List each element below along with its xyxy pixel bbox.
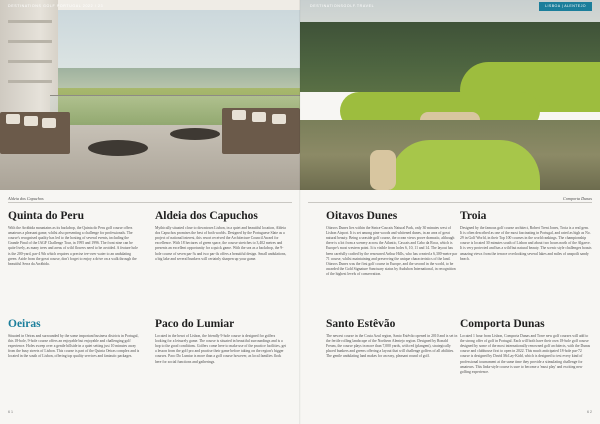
- spread-gutter: [299, 0, 301, 424]
- photo-terrace-lounge: [0, 0, 300, 190]
- section-comporta-dunas: [460, 318, 592, 375]
- magazine-title: DESTINATIONS GOLF PORTUGAL 2022 / 23: [8, 4, 104, 8]
- section-aldeia-dos-capuchos: [155, 210, 287, 262]
- heading-aldeia-dos-capuchos: Aldeia dos Capuchos: [155, 210, 258, 222]
- heading-quinta-do-peru: Quinta do Peru: [8, 210, 85, 222]
- section-paco-do-lumiar: [155, 318, 287, 365]
- right-page: [300, 0, 600, 424]
- heading-paco-do-lumiar: Paco do Lumiar: [155, 318, 235, 330]
- heading-oitavos-dunes: Oitavos Dunes: [326, 210, 398, 222]
- heading-troia: Troia: [460, 210, 487, 222]
- body-paco-do-lumiar: Located in the heart of Lisbon, the friendly 9-hole course is designed for golfers looking for a leisurely game. The course is situated in beautiful surroundings and is a hop to the good conditions. Golfers come here to make use of the practice facilities, get a lesson from the golf pro and practise their game before taking on the region's bigger courses. Paco Do Lumiar is more than a golf course however, as local families flock here for social functions and gatherings.: [155, 334, 287, 364]
- body-comporta-dunas: Located 1 hour from Lisbon, Comporta Dunas and Torre new golf courses will add to the strong offer of golf in Portugal. Each will both have their own 18-hole golf course designed by some of the most internationally renowned golf architects, with the Dunas course and clubhouse first to open in 2022. This much anticipated 18-hole par-72 course is designed by David McLay-Kidd, which is designed to test every kind of professional tournament at the same time they provide a stimulating challenge for amateurs. This links-style course is sure to become a 'must play' and exciting new golfing experience.: [460, 334, 591, 374]
- body-troia: Designed by the famous golf course architect, Robert Trent Jones, Troia is a real gem. It is often described as one of the most fascinating in Portugal, and rated as high as No. 29 in Golf World, in their Top 100 courses in the world rankings. The championship course is located 30 minutes south of Lisbon and about two hours north of the Algarve. It is very protected and has a wild but natural beauty. The scenic style challenges boasts amazing views from the terrace overlooking several lakes and miles of unspoilt sandy beach.: [460, 226, 592, 261]
- left-header: [0, 0, 300, 14]
- right-header: [300, 0, 600, 14]
- heading-comporta-dunas: Comporta Dunas: [460, 318, 545, 330]
- section-oeiras: [8, 318, 140, 360]
- page-number-left: 6 1: [8, 410, 13, 414]
- section-santo-estevao: [326, 318, 458, 360]
- divider-left: [8, 202, 292, 203]
- photo-caption-right: Comporta Dunas: [563, 196, 592, 201]
- photo-golf-course-dunes: [300, 0, 600, 190]
- region-tag: LISBOA | ALENTEJO: [539, 2, 592, 11]
- section-oitavos-dunes: [326, 210, 458, 277]
- heading-oeiras: Oeiras: [8, 318, 41, 330]
- body-santo-estevao: The newest course in the Costa Azul region, Santo Estêvão opened in 2010 and is set in the fertile rolling landscape of the Northern Alentejo region. Designed by Ronald Fream, the course plays in more than 7,000 yards, with red (plangent), strategically placed bunkers and greens offering a layout that will challenge golfers of all abilities. The gentle undulating land makes for an easy, pleasant round of golf.: [326, 334, 458, 359]
- body-oeiras: Situated in Oeiras and surrounded by the some important business districts in Portugal, this 18-hole, 9-hole course offers an enjoyable but enjoyable and challenging golf experience. Holes sweep over a gentle hillside in a quiet setting just 10 minutes away from the busy streets of Lisbon. This course is part of the Quinta Oeiras complex and is located in the south of Lisbon, offering top quality services and fantastic packages.: [8, 334, 140, 359]
- section-quinta-do-peru: [8, 210, 140, 267]
- page-number-right: 6 2: [587, 410, 592, 414]
- heading-santo-estevao: Santo Estêvão: [326, 318, 396, 330]
- body-aldeia-dos-capuchos: Mythically situated close to downtown Lisbon, in a quiet and beautiful location, Aldeia dos Capuchos promises the best of both worlds. Designed by the Portuguese Slate as a project of national interest, this resort received the Architecture Council Award for excellence. With 18 hectares of green space, the course stretches to 3,402 metres and presents an excellent opportunity for a quick game. With the sea as a backdrop, the 9-hole course of seven par-3s and two par-4s offers a beautiful design. Small undulations, a big lake and several bunkers will certainly sharpen up your game.: [155, 226, 287, 261]
- section-troia: [460, 210, 592, 262]
- body-quinta-do-peru: With the Arrábida mountains as its backdrop, the Quinta do Peru golf course offers amateurs a pleasant game, whilst also presenting a challenge for professionals. The course's recognised quality has led to the hosting of several events, including the Grande Final of the IAGF Challenge Tour, in 1995 and 1996. The front nine can be quite lively, as many trees and areas of wild flowers need to be avoided. A feature hole is the 200-yard, par-4 9th which requires a precise tee-over water to an undulating green. Aside from the great course, don't forget to enjoy a drive on a walk through the beautiful Serra da Arrábida.: [8, 226, 138, 266]
- photo-caption-left: Aldeia dos Capuchos: [8, 196, 44, 201]
- divider-right: [308, 202, 592, 203]
- website-label: DESTINATIONSGOLF.TRAVEL: [310, 4, 375, 8]
- body-oitavos-dunes: Oitavos Dunes lies within the Sintra-Cascais Natural Park, only 30 minutes west of Lisbon Airport. It is set among pine woods and whitened dunes, in an area of great natural beauty. Being a seaside golf course, the ocean views prove dramatic, although there is a lot from a scenery across the Atlantic, Cascais and Cabo da Roca, which is Europe's most western point. It is visible from holes 6, 10, 11 and 14. The layout has been carefully crafted by the renowned Arthur Hills, who has created a 6,300-metre par 71 course, whilst maintaining and preserving the unique characteristics of the land. Oitavos Dunes was the first golf course in Europe, and the second in the world, to be awarded the Gold Signature Sanctuary status by Audubon International, in recognition of the highest levels of conservation.: [326, 226, 458, 276]
